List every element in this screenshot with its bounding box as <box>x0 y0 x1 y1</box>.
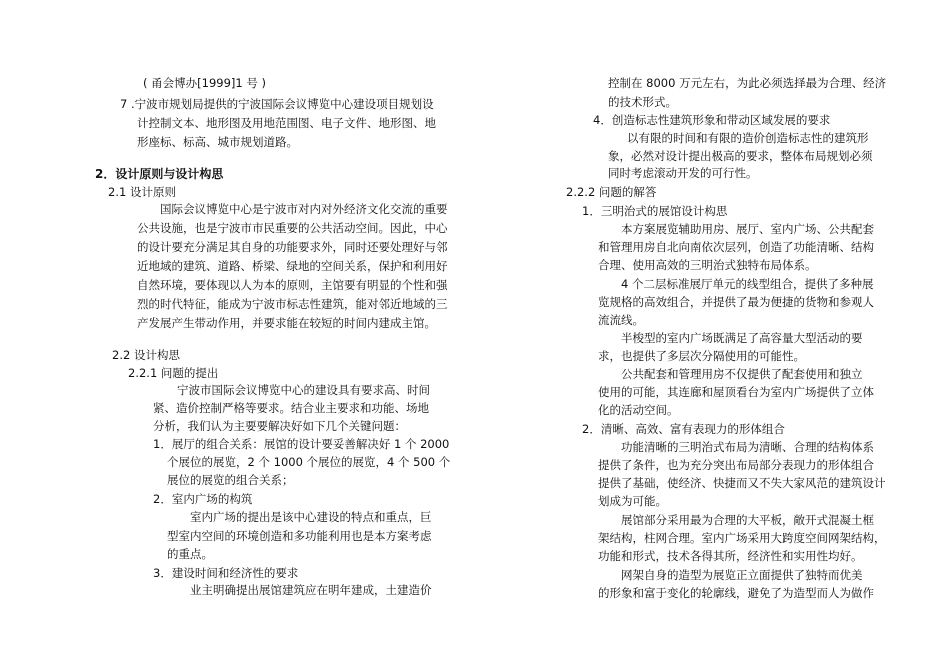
list-item: 1．三明治式的展馆设计构思 <box>582 204 728 218</box>
text-line: 展馆部分采用最为合理的大平板，敞开式混凝土框 <box>621 513 874 527</box>
text-line: 和管理用房自北向南依次层列，创造了功能清晰、结构 <box>598 240 874 254</box>
subsubsection-heading: 2.2.1 问题的提出 <box>128 366 219 380</box>
text-line: 展位的展览的组合关系； <box>167 473 294 487</box>
subsection-heading: 2.1 设计原则 <box>108 185 176 199</box>
text-line: 使用的可能，其连廊和屋顶看台为室内广场提供了立体 <box>598 385 874 399</box>
text-line: 化的活动空间。 <box>598 403 679 417</box>
text-line: 控制在 8000 万元左右，为此必须选择最为合理、经济 <box>608 76 887 90</box>
text-line: 半梭型的室内广场既满足了高容量大型活动的要 <box>621 331 863 345</box>
text-line: 象，必然对设计提出极高的要求，整体布局规划必须 <box>608 149 873 163</box>
text-line: 的重点。 <box>167 547 213 561</box>
text-line: 提供了基础，使经济、快捷而又不失大家风范的建筑设计 <box>598 476 886 490</box>
list-item: 3．建设时间和经济性的要求 <box>153 566 299 580</box>
text-line: 型室内空间的环境创造和多功能利用也是本方案考虑 <box>167 529 432 543</box>
text-line: 划成为可能。 <box>598 494 667 508</box>
text-line: 公共设施，也是宁波市市民重要的公共活动空间。因此，中心 <box>137 221 448 235</box>
text-line: 架结构，柱网合理。室内广场采用大跨度空间网架结构， <box>598 531 886 545</box>
text-line: 国际会议博览中心是宁波市对内对外经济文化交流的重要 <box>160 202 448 216</box>
text-line: 合理、使用高效的三明治式独特布局体系。 <box>598 258 817 272</box>
text-line: 形座标、标高、城市规划道路。 <box>137 135 298 149</box>
text-line: 求，也提供了多层次分隔使用的可能性。 <box>598 349 805 363</box>
text-line: 览规格的高效组合，并提供了最为便捷的货物和参观人 <box>598 295 874 309</box>
section-heading: 2．设计原则与设计构思 <box>95 167 224 181</box>
list-item: 2．清晰、高效、富有表现力的形体组合 <box>582 422 785 436</box>
text-line: 公共配套和管理用房不仅提供了配套使用和独立 <box>621 367 863 381</box>
text-line: 宁波市国际会议博览中心的建设具有要求高、时间 <box>177 383 430 397</box>
text-line: 7 .宁波市规划局提供的宁波国际会议博览中心建设项目规划设 <box>120 97 434 111</box>
text-line: 产发展产生带动作用，并要求能在较短的时间内建成主馆。 <box>137 316 436 330</box>
list-item: 2．室内广场的构筑 <box>153 492 253 506</box>
text-line: 室内广场的提出是该中心建设的特点和重点，巨 <box>190 510 432 524</box>
text-line: 个展位的展览，2 个 1000 个展位的展览，4 个 500 个 <box>167 455 451 469</box>
text-line: 网架自身的造型为展览正立面提供了独特而优美 <box>621 568 863 582</box>
text-line: 提供了条件，也为充分突出布局部分表现力的形体组合 <box>598 458 874 472</box>
text-line: 近地域的建筑、道路、桥梁、绿地的空间关系，保护和利用好 <box>137 259 448 273</box>
text-line: 功能清晰的三明治式布局为清晰、合理的结构体系 <box>621 440 874 454</box>
text-line: 同时考虑滚动开发的可行性。 <box>608 166 758 180</box>
text-line: 业主明确提出展馆建筑应在明年建成，土建造价 <box>190 583 432 597</box>
text-line: 流流线。 <box>598 313 644 327</box>
list-item: 4．创造标志性建筑形象和带动区域发展的要求 <box>593 113 831 127</box>
text-line: 以有限的时间和有限的造价创造标志性的建筑形 <box>627 131 869 145</box>
text-line: 紧、造价控制严格等要求。结合业主要求和功能、场地 <box>153 401 429 415</box>
subsection-heading: 2.2 设计构思 <box>112 348 180 362</box>
text-line: 4 个二层标准展厅单元的线型组合，提供了多种展 <box>621 277 874 291</box>
text-line: 本方案展览辅助用房、展厅、室内广场、公共配套 <box>621 222 874 236</box>
text-line: 计控制文本、地形图及用地范围图、电子文件、地形图、地 <box>137 116 436 130</box>
text-line: 的设计要充分满足其自身的功能要求外，同时还要处理好与邻 <box>137 240 448 254</box>
text-line: 分析，我们认为主要要解决好如下几个关键问题： <box>153 419 406 433</box>
text-line: 烈的时代特征，能成为宁波市标志性建筑，能对邻近地域的三 <box>137 297 448 311</box>
subsubsection-heading: 2.2.2 问题的解答 <box>566 185 657 199</box>
text-line: 自然环境，要体现以人为本的原则，主馆要有明显的个性和强 <box>137 278 448 292</box>
text-line: 的技术形式。 <box>608 95 677 109</box>
text-line: 的形象和富于变化的轮廓线，避免了为造型而人为做作 <box>598 586 874 600</box>
list-item: 1．展厅的组合关系：展馆的设计要妥善解决好 1 个 2000 <box>153 437 450 451</box>
text-line: 功能和形式，技术各得其所，经济性和实用性均好。 <box>598 549 863 563</box>
doc-reference: ( 甬会博办[1999]1 号 ) <box>143 76 266 90</box>
